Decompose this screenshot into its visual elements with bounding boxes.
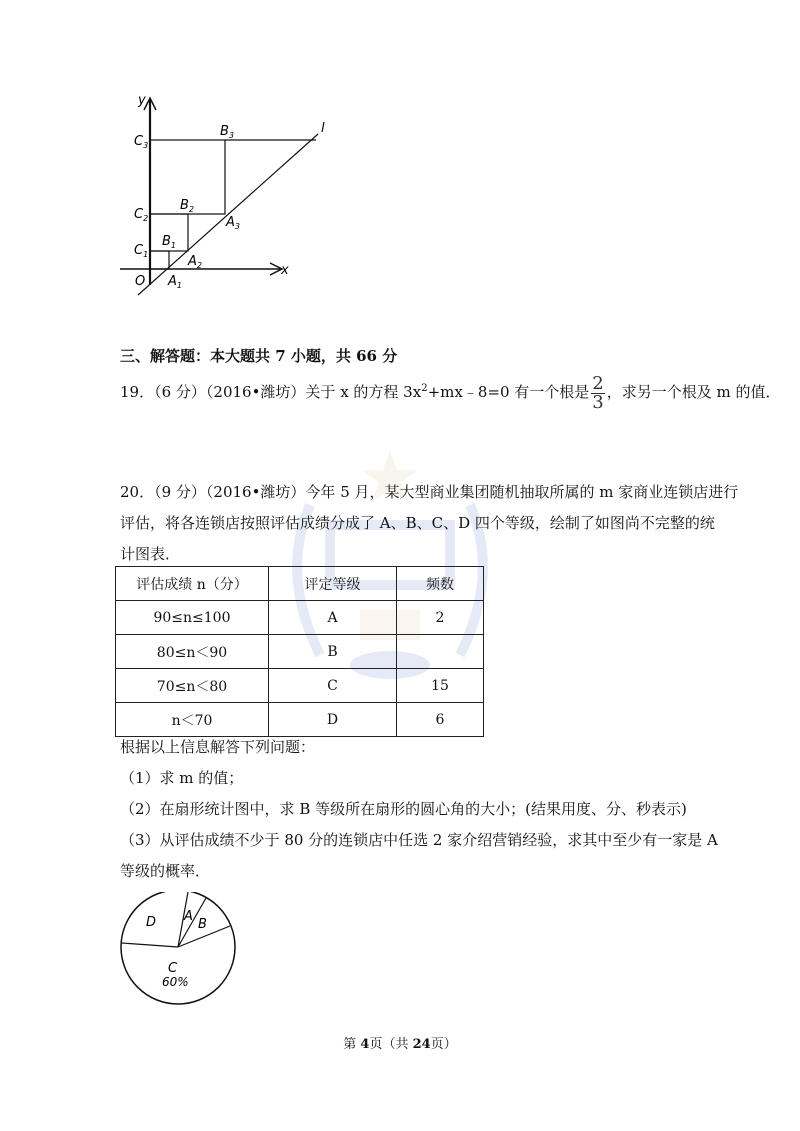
q19-prefix: 19．（6 分）（2016•潍坊）关于 x 的方程 3x <box>120 383 422 401</box>
label-b3: $B_3$ <box>220 124 235 140</box>
table-row <box>116 669 484 703</box>
sub-questions <box>120 732 718 887</box>
label-c1: $C_1$ <box>134 243 149 259</box>
table-header-cell: 评估成绩 n（分） <box>116 567 269 601</box>
q20-line-3: 计图表． <box>120 545 181 563</box>
table-row <box>116 601 484 635</box>
table-cell: 6 <box>397 703 484 737</box>
footer-pre: 第 <box>343 1037 361 1052</box>
table-cell <box>397 635 484 669</box>
q19-sup: 2 <box>421 383 428 394</box>
sub-question-3-line-2: 等级的概率． <box>120 862 211 880</box>
pie-label-a: A <box>184 909 193 924</box>
section-heading: 三、解答题：本大题共 7 小题，共 66 分 <box>120 347 398 365</box>
pie-label-d: D <box>146 915 157 930</box>
label-x: x <box>281 263 289 278</box>
grade-table <box>115 566 484 737</box>
table-cell: 70≤n＜80 <box>116 669 269 703</box>
table-cell: n＜70 <box>116 703 269 737</box>
q19-mid: +mx﹣8=0 有一个根是 <box>427 383 590 401</box>
label-a3: $A_3$ <box>226 215 240 231</box>
label-b2: $B_2$ <box>180 198 195 214</box>
question-20 <box>120 477 738 570</box>
table-cell: A <box>269 601 397 635</box>
question-19 <box>120 373 780 412</box>
footer-mid: 页（共 <box>369 1037 413 1052</box>
page-footer <box>0 1033 800 1052</box>
pie-figure <box>118 892 248 1007</box>
table-cell: C <box>269 669 397 703</box>
label-a1: $A_1$ <box>168 274 182 290</box>
footer-total-pages: 24 <box>412 1037 431 1052</box>
pie-label-c-percent: 60% <box>162 975 189 989</box>
table-cell: B <box>269 635 397 669</box>
q19-frac-num: 2 <box>592 372 604 394</box>
sub-question-1: （1）求 m 的值； <box>120 769 244 787</box>
label-l: l <box>321 121 325 136</box>
table-cell: 80≤n＜90 <box>116 635 269 669</box>
label-o: O <box>135 274 146 289</box>
q19-suffix: ，求另一个根及 m 的值． <box>606 383 781 401</box>
label-b1: $B_1$ <box>162 234 177 250</box>
q20-line-1: 20．（9 分）（2016•潍坊）今年 5 月，某大型商业集团随机抽取所属的 m 家商业连锁店进行 <box>120 483 739 501</box>
q20-line-2: 评估，将各连锁店按照评估成绩分成了 A、B、C、D 四个等级，绘制了如图尚不完整的统 <box>120 514 715 532</box>
table-header-cell: 频数 <box>397 567 484 601</box>
q19-frac-den: 3 <box>592 391 604 413</box>
pie-radius-dc <box>122 943 178 947</box>
square-1 <box>150 251 169 269</box>
table-header-cell: 评定等级 <box>269 567 397 601</box>
sub-question-2: （2）在扇形统计图中，求 B 等级所在扇形的圆心角的大小；(结果用度、分、秒表示) <box>120 800 687 818</box>
sub-intro: 根据以上信息解答下列问题： <box>120 738 316 756</box>
label-c2: $C_2$ <box>134 207 149 223</box>
label-c3: $C_3$ <box>134 134 149 150</box>
table-cell: 15 <box>397 669 484 703</box>
q19-fraction <box>591 372 604 413</box>
footer-page-number: 4 <box>360 1037 370 1052</box>
table-cell: 90≤n≤100 <box>116 601 269 635</box>
sub-question-3-line-1: （3）从评估成绩不少于 80 分的连锁店中任选 2 家介绍营销经验，求其中至少有一家是 A <box>120 831 718 849</box>
label-a2: $A_2$ <box>188 254 202 270</box>
table-cell: D <box>269 703 397 737</box>
footer-post: 页） <box>430 1037 457 1052</box>
table-cell: 2 <box>397 601 484 635</box>
table-row <box>116 635 484 669</box>
label-y: y <box>138 93 146 108</box>
pie-label-c: C <box>168 961 178 976</box>
table-header-row <box>116 567 484 601</box>
pie-label-b: B <box>198 917 207 932</box>
geometry-figure <box>120 90 340 300</box>
